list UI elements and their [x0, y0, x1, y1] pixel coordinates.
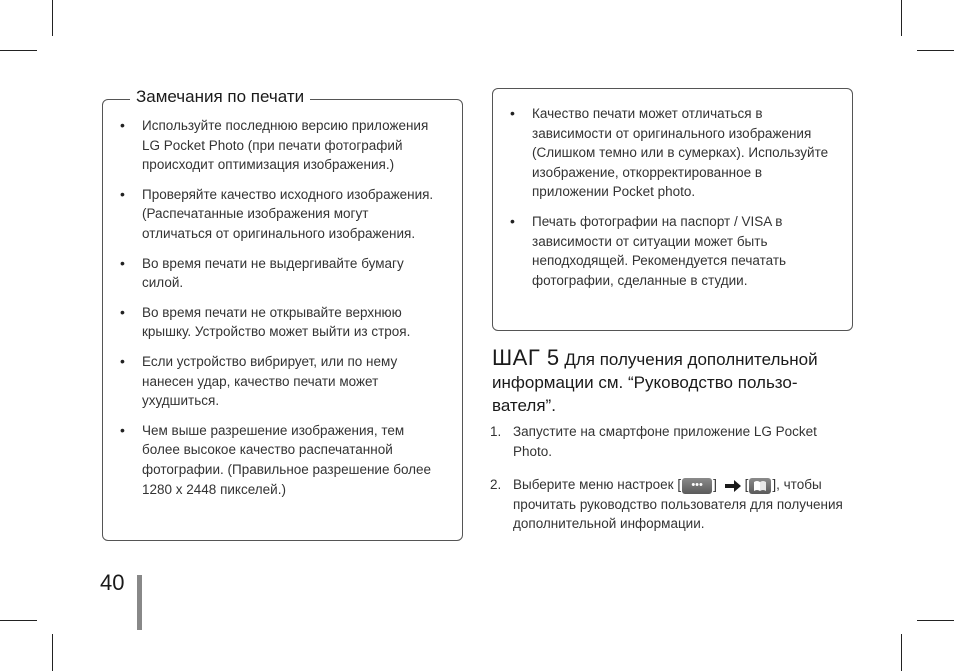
- bullet-icon: •: [510, 105, 515, 121]
- list-item: [490, 422, 850, 461]
- arrow-right-icon: [725, 480, 741, 492]
- list-item: • Чем выше разрешение изображения, тем более высокое качество распечатанной фотографии. (Правильное разрешение более 1280 x 2448 пикселей.): [120, 421, 432, 497]
- bullet-icon: •: [120, 421, 125, 438]
- step-item-text: Запустите на смартфоне приложение LG Pocket Photo.: [513, 424, 817, 459]
- crop-mark: [901, 634, 902, 671]
- step-number: 2.: [490, 477, 502, 493]
- list-item: • Качество печати может отличаться в зависимости от оригинального изображения (Слишком темно или в сумерках). Используйте изображение, откорректированное в приложении Pocket photo.: [510, 105, 829, 200]
- crop-mark: [0, 620, 37, 621]
- bullet-icon: •: [120, 185, 125, 202]
- bullet-icon: •: [120, 303, 125, 320]
- page-number: 40: [100, 570, 125, 595]
- list-item: • Если устройство вибрирует, или по нему нанесен удар, качество печати может ухудшиться.: [120, 352, 398, 409]
- crop-mark: [0, 50, 37, 51]
- crop-mark: [901, 0, 902, 36]
- bullet-icon: •: [510, 212, 515, 229]
- list-item: 2. Выберите меню настроек [ ••• ] [ ], чтобы прочитать руководство пользователя для получения дополнительной информации.: [490, 477, 843, 532]
- bullet-icon: •: [120, 117, 125, 133]
- list-item: • Проверяйте качество исходного изображения. (Распечатанные изображения могут отличаться от оригинального изображения.: [120, 185, 434, 241]
- list-item: • Используйте последнюю версию приложения LG Pocket Photo (при печати фотографий происходит оптимизация изображения.): [120, 117, 429, 173]
- user-guide-book-icon: [749, 478, 771, 494]
- print-notes-list: [120, 116, 442, 509]
- print-notes-list-continued: [510, 104, 830, 300]
- step-number: 1.: [490, 424, 502, 439]
- list-item: • Печать фотографии на паспорт / VISA в зависимости от ситуации может быть неподходящей. Рекомендуется печатать фотографии, сделанные в студии.: [510, 212, 787, 288]
- step-label: ШАГ 5: [492, 345, 560, 370]
- crop-mark: [52, 634, 53, 671]
- list-item: • Во время печати не выдергивайте бумагу силой.: [120, 254, 404, 291]
- step-heading: [492, 346, 852, 417]
- step-item-text-post: ], чтобы прочитать руководство пользователя для получения дополнительной информации.: [513, 477, 843, 532]
- crop-mark: [917, 50, 954, 51]
- list-item: • Во время печати не открывайте верхнюю крышку. Устройство может выйти из строя.: [120, 303, 411, 340]
- bullet-icon: •: [120, 254, 125, 271]
- bullet-icon: •: [120, 352, 125, 369]
- step-list: [490, 422, 850, 548]
- print-notes-title: Замечания по печати: [130, 87, 310, 107]
- step-text: Для получения дополнительной информации см. “Руководство пользо-вателя”.: [492, 350, 818, 415]
- menu-dots-icon: •••: [682, 478, 712, 494]
- crop-mark: [52, 0, 53, 36]
- page-bar: [137, 575, 142, 630]
- crop-mark: [917, 620, 954, 621]
- step-item-text-pre: Выберите меню настроек [: [513, 477, 682, 493]
